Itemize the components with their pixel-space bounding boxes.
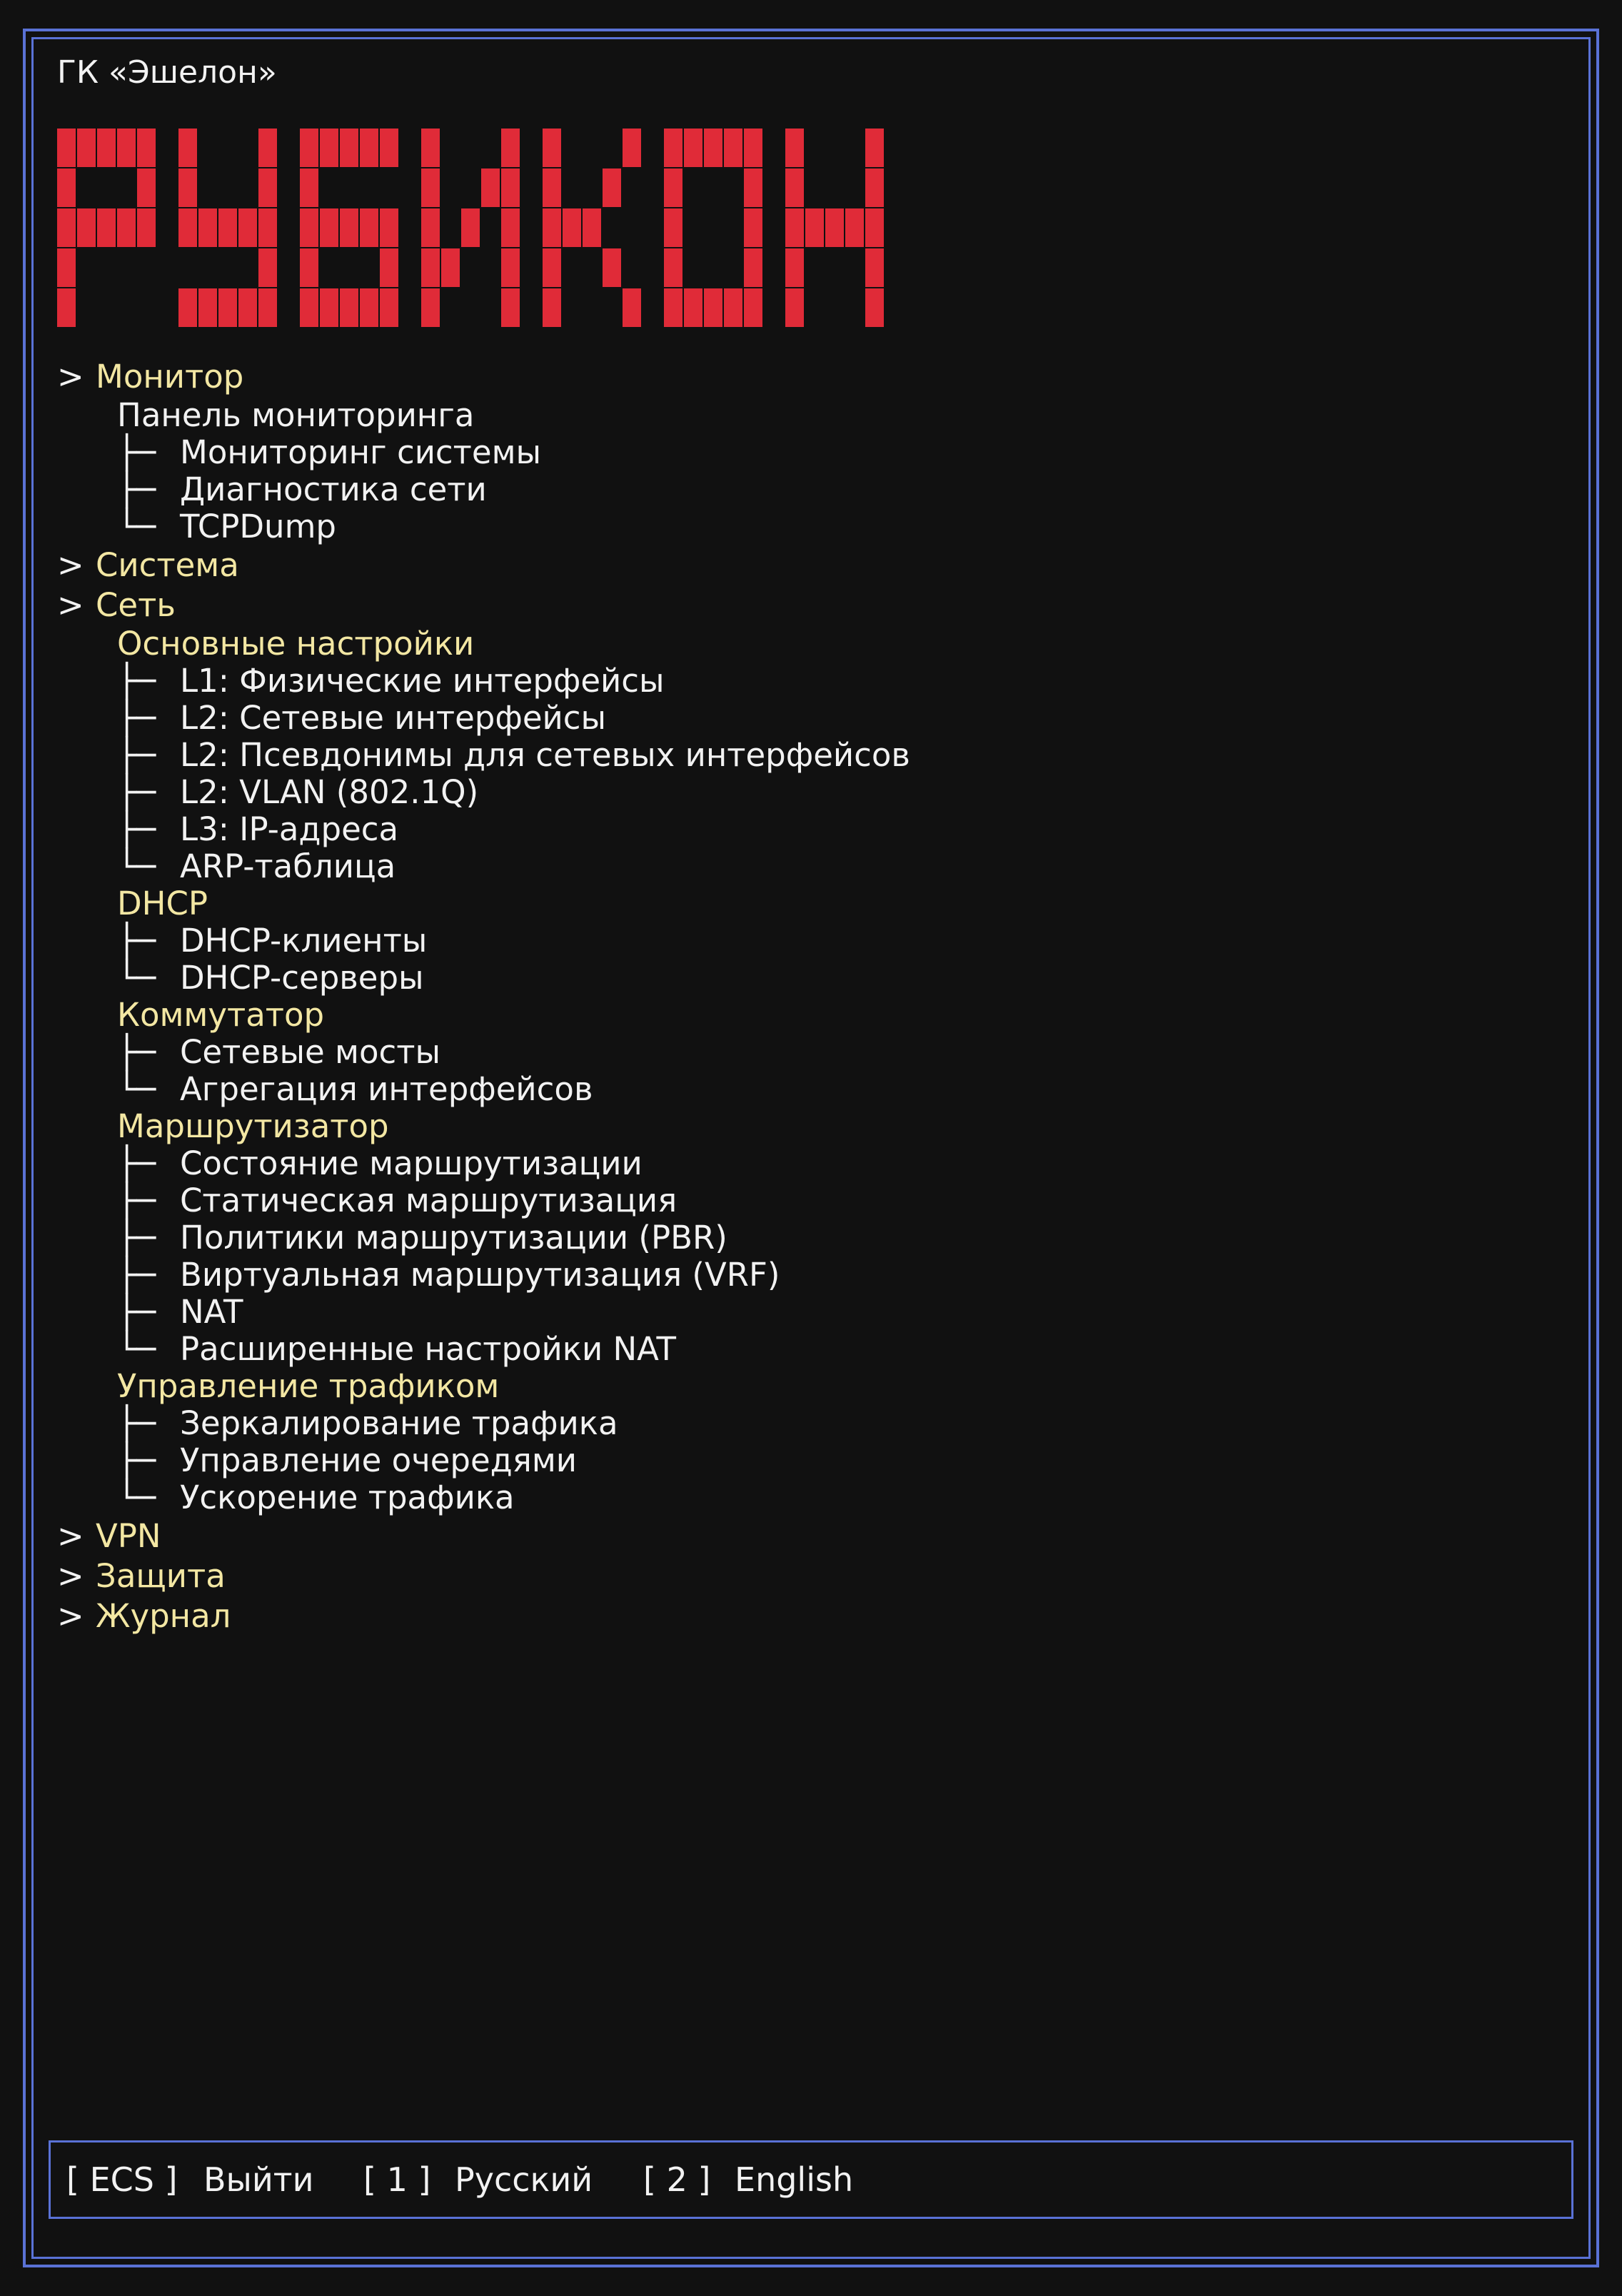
footer-bar	[49, 2140, 1573, 2219]
menu-item[interactable]	[57, 1071, 1342, 1108]
logo-pixel	[865, 208, 884, 247]
logo-pixel	[421, 129, 440, 167]
logo-pixel	[785, 288, 804, 327]
logo-pixel	[300, 248, 318, 287]
logo-pixel	[360, 129, 378, 167]
logo-pixel	[380, 248, 398, 287]
logo-pixel	[724, 129, 742, 167]
logo-pixel	[865, 248, 884, 287]
menu-item-label[interactable]: Статическая маршрутизация	[180, 1182, 677, 1219]
menu-group[interactable]	[57, 1108, 1342, 1145]
rubikon-logo	[57, 129, 1285, 336]
logo-pixel	[57, 208, 76, 247]
logo-pixel	[421, 208, 440, 247]
tree-branch: ├─	[117, 662, 156, 700]
logo-pixel	[865, 168, 884, 207]
logo-pixel	[461, 208, 480, 247]
logo-pixel	[238, 208, 257, 247]
logo-pixel	[380, 129, 398, 167]
logo-pixel	[664, 248, 682, 287]
logo-pixel	[744, 129, 762, 167]
logo-pixel	[360, 208, 378, 247]
logo-pixel	[501, 248, 520, 287]
logo-pixel	[258, 129, 277, 167]
tree-branch: ├─	[117, 470, 156, 508]
logo-pixel	[137, 168, 156, 207]
menu-group-label[interactable]: Управление трафиком	[117, 1367, 500, 1405]
menu-section[interactable]	[57, 357, 1342, 397]
logo-pixel	[421, 288, 440, 327]
menu-item-label[interactable]: TCPDump	[180, 508, 336, 545]
logo-pixel	[865, 288, 884, 327]
logo-pixel	[300, 168, 318, 207]
menu-item[interactable]	[57, 811, 1342, 848]
menu-group[interactable]	[57, 885, 1342, 922]
logo-pixel	[300, 129, 318, 167]
logo-pixel	[258, 288, 277, 327]
menu-item-label[interactable]: DHCP-клиенты	[180, 922, 428, 960]
logo-pixel	[178, 129, 197, 167]
menu-item-label[interactable]: ARP-таблица	[180, 847, 396, 885]
menu-section[interactable]	[57, 1596, 1342, 1636]
logo-pixel	[664, 208, 682, 247]
russian-key[interactable]: [ 1 ]	[363, 2160, 431, 2199]
menu-group-label[interactable]: Маршрутизатор	[117, 1107, 389, 1145]
menu-group-label[interactable]: Основные настройки	[117, 625, 475, 663]
menu-item-label[interactable]: Ускорение трафика	[180, 1479, 515, 1516]
logo-pixel	[543, 129, 561, 167]
menu-item-label[interactable]: Сетевые мосты	[180, 1033, 441, 1071]
menu-item[interactable]	[57, 1294, 1342, 1331]
menu-item-label[interactable]: L3: IP-адреса	[180, 810, 399, 848]
menu-item[interactable]	[57, 700, 1342, 737]
logo-pixel	[360, 288, 378, 327]
logo-pixel	[684, 129, 702, 167]
tree-branch: ├─	[117, 699, 156, 737]
logo-pixel	[57, 168, 76, 207]
menu-item-label[interactable]: Политики маршрутизации (PBR)	[180, 1219, 727, 1257]
logo-pixel	[744, 168, 762, 207]
logo-pixel	[340, 208, 358, 247]
logo-pixel	[543, 248, 561, 287]
logo-pixel	[825, 208, 844, 247]
tree-branch: ├─	[117, 736, 156, 774]
logo-pixel	[704, 288, 722, 327]
logo-pixel	[501, 168, 520, 207]
logo-pixel	[501, 288, 520, 327]
menu-item[interactable]	[57, 848, 1342, 885]
logo-pixel	[258, 248, 277, 287]
menu-item[interactable]	[57, 1034, 1342, 1071]
menu-section-label[interactable]: Журнал	[96, 1597, 231, 1635]
logo-pixel	[603, 168, 621, 207]
menu-item[interactable]	[57, 508, 1342, 545]
logo-pixel	[77, 208, 96, 247]
logo-pixel	[785, 248, 804, 287]
tree-branch: ├─	[117, 1441, 156, 1479]
menu-group-label[interactable]: DHCP	[117, 885, 208, 922]
tree-branch: ├─	[117, 1144, 156, 1182]
logo-pixel	[380, 208, 398, 247]
logo-pixel	[178, 168, 197, 207]
tree-branch: ├─	[117, 1033, 156, 1071]
logo-pixel	[543, 208, 561, 247]
tree-branch-end: └─	[117, 959, 156, 997]
logo-pixel	[137, 208, 156, 247]
english-label[interactable]: English	[735, 2160, 854, 2199]
logo-pixel	[77, 129, 96, 167]
menu-section[interactable]	[57, 1516, 1342, 1556]
russian-label[interactable]: Русский	[455, 2160, 593, 2199]
tree-branch-end: └─	[117, 1330, 156, 1368]
logo-pixel	[320, 288, 338, 327]
tree-branch: ├─	[117, 1219, 156, 1257]
tree-branch: ├─	[117, 433, 156, 471]
logo-pixel	[218, 208, 237, 247]
logo-pixel	[441, 248, 460, 287]
logo-pixel	[258, 168, 277, 207]
menu-item-label[interactable]: Состояние маршрутизации	[180, 1144, 643, 1182]
menu-item-label[interactable]: L2: Псевдонимы для сетевых интерфейсов	[180, 736, 910, 774]
menu-item[interactable]	[57, 1331, 1342, 1368]
logo-pixel	[380, 288, 398, 327]
menu-item-label[interactable]: Диагностика сети	[180, 470, 487, 508]
logo-pixel	[300, 208, 318, 247]
menu-section-label[interactable]: Защита	[96, 1557, 226, 1595]
tree-branch-end: └─	[117, 1070, 156, 1108]
logo-pixel	[137, 129, 156, 167]
logo-pixel	[57, 248, 76, 287]
menu-item-label[interactable]: Агрегация интерфейсов	[180, 1070, 593, 1108]
logo-pixel	[623, 129, 641, 167]
logo-pixel	[865, 129, 884, 167]
logo-pixel	[563, 208, 581, 247]
logo-pixel	[684, 288, 702, 327]
logo-pixel	[785, 129, 804, 167]
expand-marker: >	[57, 358, 84, 396]
tree-branch: ├─	[117, 1256, 156, 1294]
menu-item-label[interactable]: DHCP-серверы	[180, 959, 424, 997]
menu-section[interactable]	[57, 585, 1342, 625]
tree-branch: ├─	[117, 1293, 156, 1331]
tree-branch: ├─	[117, 810, 156, 848]
menu-section-label[interactable]: Система	[96, 546, 239, 584]
tree-branch-end: └─	[117, 847, 156, 885]
menu-item-label[interactable]: L2: VLAN (802.1Q)	[180, 773, 479, 811]
exit-key[interactable]: [ ECS ]	[66, 2160, 178, 2199]
logo-pixel	[57, 129, 76, 167]
menu-item[interactable]	[57, 737, 1342, 774]
menu-item-label[interactable]: Мониторинг системы	[180, 433, 542, 471]
logo-pixel	[97, 208, 116, 247]
logo-pixel	[300, 288, 318, 327]
menu-item[interactable]	[57, 774, 1342, 811]
logo-pixel	[178, 288, 197, 327]
logo-pixel	[340, 129, 358, 167]
logo-pixel	[117, 129, 136, 167]
logo-pixel	[481, 168, 500, 207]
logo-pixel	[57, 288, 76, 327]
logo-pixel	[117, 208, 136, 247]
tree-branch: ├─	[117, 773, 156, 811]
logo-pixel	[258, 208, 277, 247]
expand-marker: >	[57, 586, 84, 624]
tree-branch: ├─	[117, 1182, 156, 1219]
logo-pixel	[724, 288, 742, 327]
menu-item-label[interactable]: L2: Сетевые интерфейсы	[180, 699, 607, 737]
menu-section-label[interactable]: Сеть	[96, 586, 176, 624]
menu-group[interactable]	[57, 625, 1342, 663]
exit-label[interactable]: Выйти	[203, 2160, 314, 2199]
menu-item[interactable]	[57, 471, 1342, 508]
menu-item-label[interactable]: L1: Физические интерфейсы	[180, 662, 665, 700]
tree-branch: ├─	[117, 1404, 156, 1442]
logo-pixel	[603, 248, 621, 287]
logo-pixel	[218, 288, 237, 327]
company-name: ГК «Эшелон»	[57, 54, 277, 91]
menu-section[interactable]	[57, 545, 1342, 585]
menu-item-label[interactable]: NAT	[180, 1293, 243, 1331]
menu-item[interactable]	[57, 434, 1342, 471]
logo-pixel	[320, 208, 338, 247]
menu-item-label[interactable]: Зеркалирование трафика	[180, 1404, 618, 1442]
logo-pixel	[805, 208, 824, 247]
logo-pixel	[97, 129, 116, 167]
expand-marker: >	[57, 1597, 84, 1635]
logo-pixel	[501, 208, 520, 247]
logo-pixel	[320, 129, 338, 167]
logo-pixel	[198, 208, 217, 247]
menu-item[interactable]	[57, 1145, 1342, 1182]
menu-item[interactable]	[57, 1257, 1342, 1294]
logo-pixel	[178, 208, 197, 247]
menu-item-label[interactable]: Расширенные настройки NAT	[180, 1330, 676, 1368]
tree-branch-end: └─	[117, 1479, 156, 1516]
tree-branch: ├─	[117, 922, 156, 960]
logo-pixel	[421, 248, 440, 287]
logo-pixel	[664, 168, 682, 207]
logo-pixel	[501, 129, 520, 167]
menu-section[interactable]	[57, 1556, 1342, 1596]
menu-group[interactable]	[57, 997, 1342, 1034]
expand-marker: >	[57, 1557, 84, 1595]
main-menu	[57, 357, 1342, 1636]
menu-item[interactable]	[57, 1405, 1342, 1442]
logo-pixel	[845, 208, 864, 247]
logo-pixel	[664, 129, 682, 167]
menu-item[interactable]	[57, 1219, 1342, 1257]
menu-group[interactable]	[57, 1368, 1342, 1405]
menu-section-label[interactable]: VPN	[96, 1517, 161, 1555]
expand-marker: >	[57, 1517, 84, 1555]
logo-pixel	[664, 288, 682, 327]
logo-pixel	[623, 288, 641, 327]
english-key[interactable]: [ 2 ]	[643, 2160, 711, 2199]
logo-pixel	[704, 129, 722, 167]
logo-pixel	[421, 168, 440, 207]
tree-branch-end: └─	[117, 508, 156, 545]
menu-item-label[interactable]: Виртуальная маршрутизация (VRF)	[180, 1256, 780, 1294]
menu-item[interactable]	[57, 960, 1342, 997]
logo-pixel	[744, 288, 762, 327]
menu-item[interactable]	[57, 1182, 1342, 1219]
logo-pixel	[744, 208, 762, 247]
menu-group-label[interactable]: Панель мониторинга	[117, 396, 475, 434]
logo-pixel	[785, 208, 804, 247]
logo-pixel	[785, 168, 804, 207]
logo-pixel	[744, 248, 762, 287]
logo-pixel	[198, 288, 217, 327]
expand-marker: >	[57, 546, 84, 584]
menu-item[interactable]	[57, 922, 1342, 960]
menu-group[interactable]	[57, 397, 1342, 434]
logo-pixel	[543, 288, 561, 327]
menu-item[interactable]	[57, 1479, 1342, 1516]
logo-pixel	[543, 168, 561, 207]
logo-pixel	[340, 288, 358, 327]
logo-pixel	[238, 288, 257, 327]
menu-group-label[interactable]: Коммутатор	[117, 996, 325, 1034]
menu-item[interactable]	[57, 1442, 1342, 1479]
logo-pixel	[583, 208, 601, 247]
menu-item-label[interactable]: Управление очередями	[180, 1441, 578, 1479]
menu-item[interactable]	[57, 663, 1342, 700]
menu-section-label[interactable]: Монитор	[96, 358, 244, 396]
